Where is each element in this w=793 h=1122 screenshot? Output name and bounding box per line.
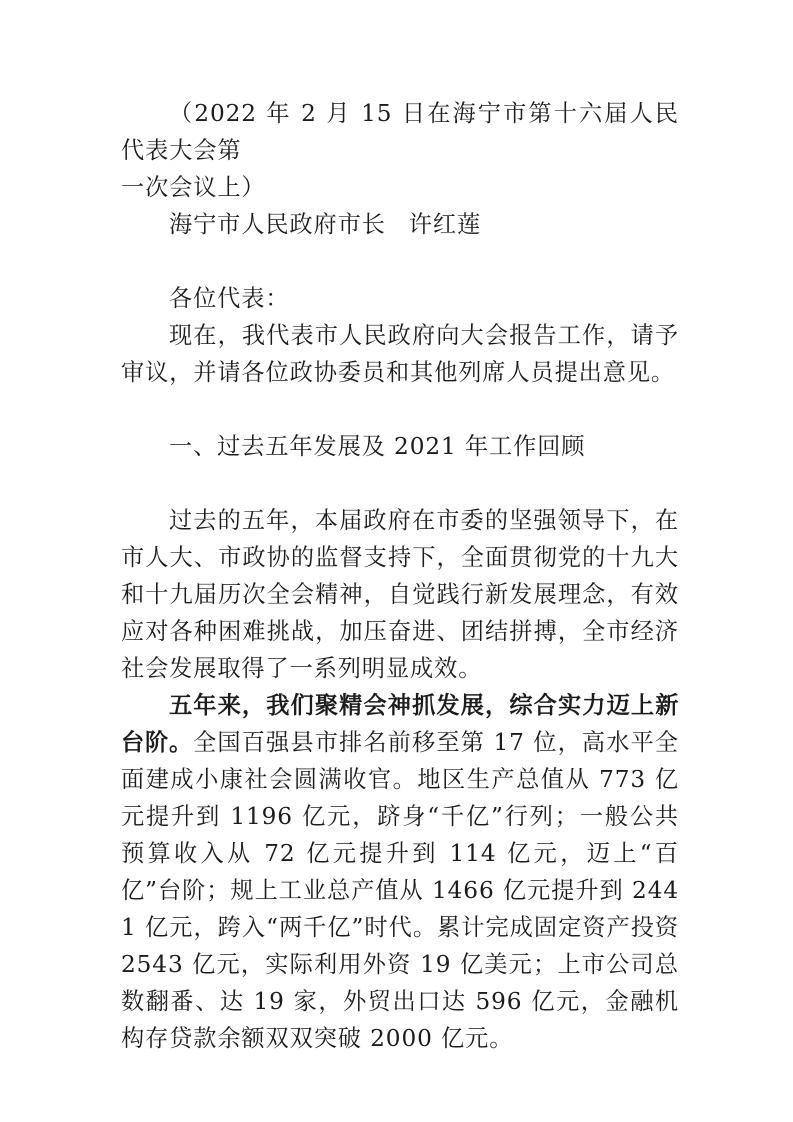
subtitle-line-2: 一次会议上） (121, 174, 266, 201)
section-heading-1: 一、过去五年发展及 2021 年工作回顾 (169, 433, 586, 460)
spacer-after-byline (121, 243, 679, 280)
document-body (121, 95, 679, 1057)
body-paragraph-2 (121, 687, 679, 1057)
body-paragraph-1: 过去的五年，本届政府在市委的坚强领导下，在市人大、市政协的监督支持下，全面贯彻党的十九大和十九届历次全会精神，自觉践行新发展理念，有效应对各种困难挑战，加压奋进、团结拼搏，全市经济社会发展取得了一系列明显成效。 (121, 507, 679, 682)
byline (121, 206, 679, 243)
intro-paragraph: 现在，我代表市人民政府向大会报告工作，请予审议，并请各位政协委员和其他列席人员提出意见。 (121, 322, 679, 386)
body-paragraph-2-rest: 全国百强县市排名前移至第 17 位，高水平全面建成小康社会圆满收官。地区生产总值从 773 亿元提升到 1196 亿元，跻身“千亿”行列；一般公共预算收入从 72 亿元提升到 114 亿元，迈上“百亿”台阶；规上工业总产值从 1466 亿元提升到 2441 亿元，跨入“两千亿”时代。累计完成固定资产投资 2543 亿元，实际利用外资 19 亿美元；上市公司总数翻番、达 19 家，外贸出口达 596 亿元，金融机构存贷款余额双双突破 2000 亿元。 (121, 729, 679, 1052)
spacer-after-heading (121, 465, 679, 502)
spacer-before-heading (121, 391, 679, 428)
body-paragraph-2-lead: 五年来，我们聚精会神抓发展，综合实力迈上新台阶。 (121, 692, 679, 756)
subtitle-line-1: （2022 年 2 月 15 日在海宁市第十六届人民代表大会第 (121, 100, 679, 164)
salutation: 各位代表： (169, 285, 290, 312)
byline-title: 海宁市人民政府市长 (169, 211, 386, 238)
byline-name: 许红莲 (408, 211, 482, 238)
